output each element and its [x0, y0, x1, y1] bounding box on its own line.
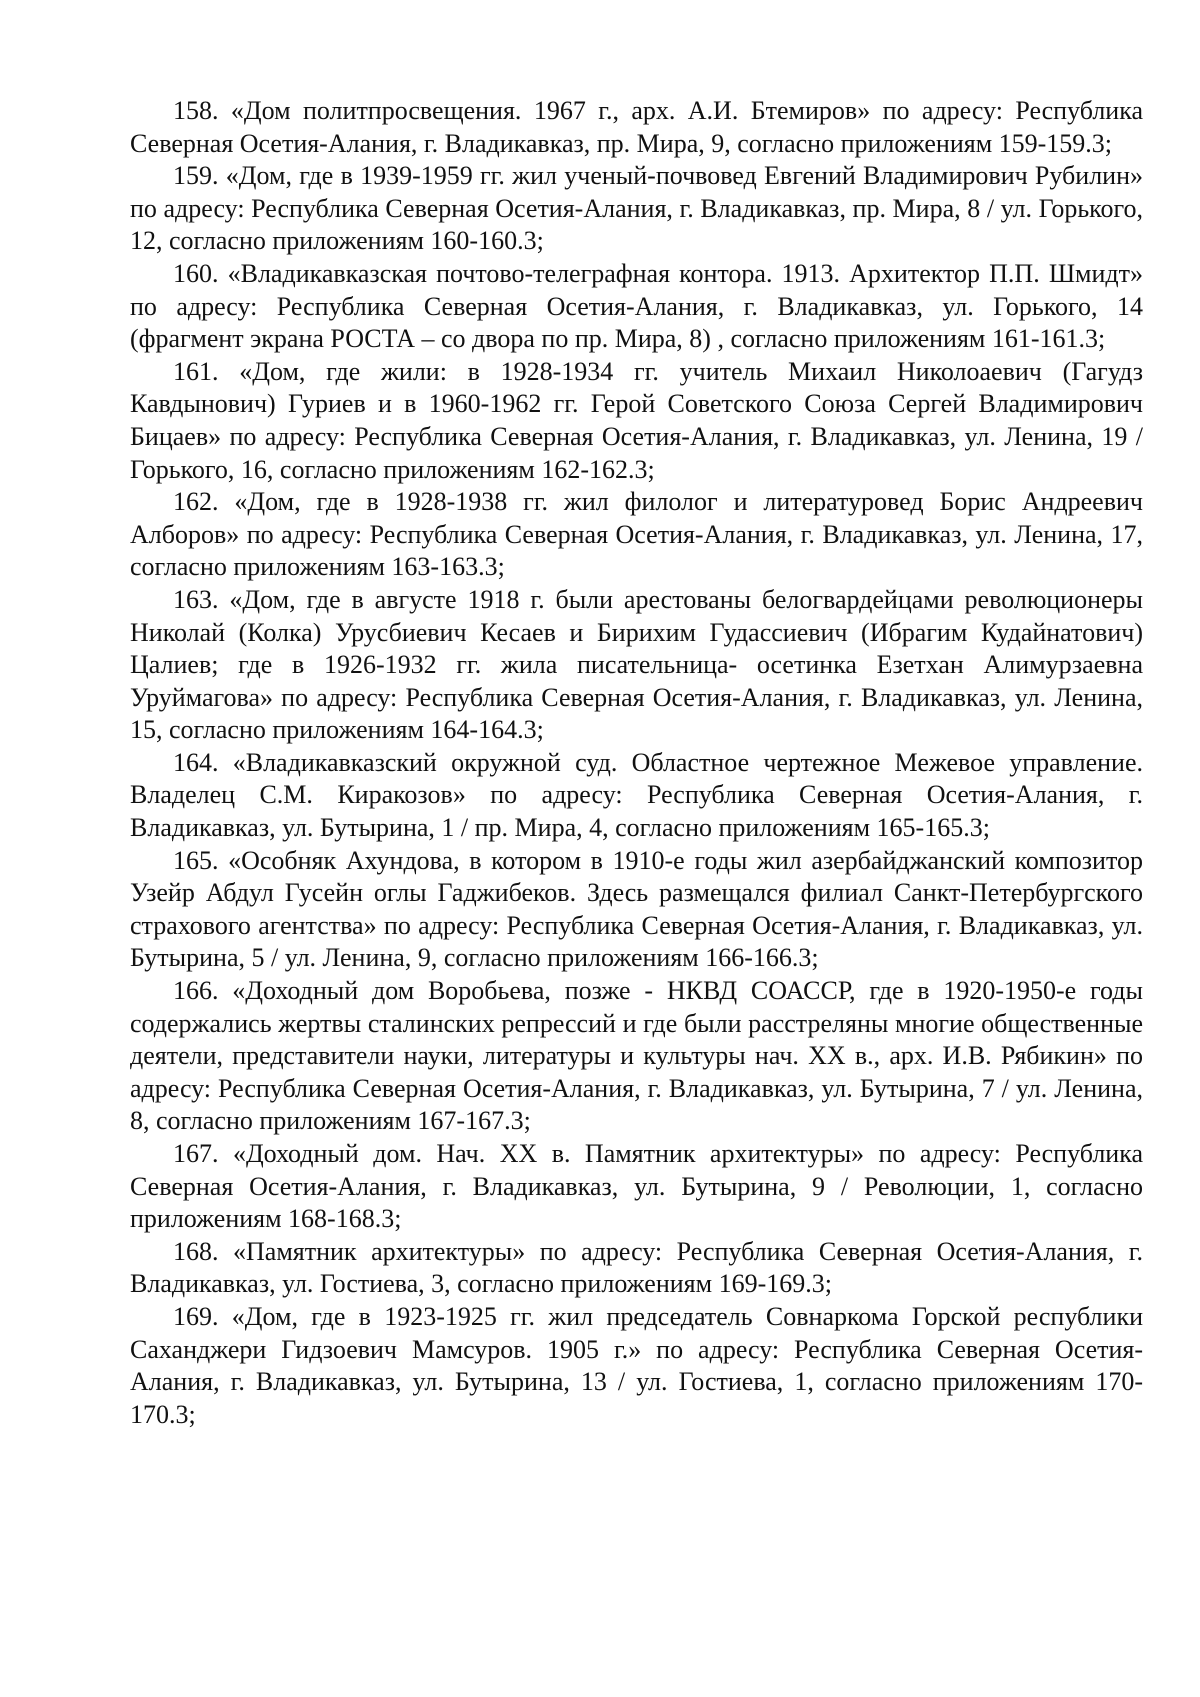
list-item-168: 168. «Памятник архитектуры» по адресу: Республика Северная Осетия-Алания, г. Владикавказ, ул. Гостиева, 3, согласно приложениям 169-169.3; [130, 1236, 1143, 1299]
list-item-158: 158. «Дом политпросвещения. 1967 г., арх. А.И. Бтемиров» по адресу: Республика Северная Осетия-Алания, г. Владикавказ, пр. Мира, 9, согласно приложениям 159-159.3; [130, 96, 1143, 158]
list-item-163: 163. «Дом, где в августе 1918 г. были арестованы белогвардейцами революционеры Николай (Колка) Урусбиевич Кесаев и Бирихим Гудассиевич (Ибрагим Кудайнатович) Цалиев; где в 1926-1932 гг. жила писательница- осетинка Езетхан Алимурзаевна Уруймагова» по адресу: Республика Северная Осетия-Алания, г. Владикавказ, ул. Ленина, 15, согласно приложениям 164-164.3; [130, 584, 1143, 745]
list-item-166: 166. «Доходный дом Воробьева, позже - НКВД СОАССР, где в 1920-1950-е годы содержались жертвы сталинских репрессий и где были расстреляны многие общественные деятели, представители науки, литературы и культуры нач. XX в., арх. И.В. Рябикин» по адресу: Республика Северная Осетия-Алания, г. Владикавказ, ул. Бутырина, 7 / ул. Ленина, 8, согласно приложениям 167-167.3; [130, 976, 1143, 1136]
list-item-169: 169. «Дом, где в 1923-1925 гг. жил председатель Совнаркома Горской республики Саханджери Гидзоевич Мамсуров. 1905 г.» по адресу: Республика Северная Осетия-Алания, г. Владикавказ, ул. Бутырина, 13 / ул. Гостиева, 1, согласно приложениям 170-170.3; [130, 1301, 1143, 1429]
list-item-165: 165. «Особняк Ахундова, в котором в 1910-е годы жил азербайджанский композитор Узейр Абдул Гусейн оглы Гаджибеков. Здесь размещался филиал Санкт-Петербургского страхового агентства» по адресу: Республика Северная Осетия-Алания, г. Владикавказ, ул. Бутырина, 5 / ул. Ленина, 9, согласно приложениям 166-166.3; [130, 845, 1143, 973]
list-item-161: 161. «Дом, где жили: в 1928-1934 гг. учитель Михаил Николоаевич (Гагудз Кавдынович) Гуриев и в 1960-1962 гг. Герой Советского Союза Сергей Владимирович Бицаев» по адресу: Республика Северная Осетия-Алания, г. Владикавказ, ул. Ленина, 19 / Горького, 16, согласно приложениям 162-162.3; [130, 356, 1143, 484]
list-item-160: 160. «Владикавказская почтово-телеграфная контора. 1913. Архитектор П.П. Шмидт» по адресу: Республика Северная Осетия-Алания, г. Владикавказ, ул. Горького, 14 (фрагмент экрана РОСТА – со двора по пр. Мира, 8) , согласно приложениям 161-161.3; [130, 258, 1143, 354]
list-item-167: 167. «Доходный дом. Нач. XX в. Памятник архитектуры» по адресу: Республика Северная Осетия-Алания, г. Владикавказ, ул. Бутырина, 9 / Революции, 1, согласно приложениям 168-168.3; [130, 1139, 1143, 1234]
list-item-164: 164. «Владикавказский окружной суд. Областное чертежное Межевое управление. Владелец С.М. Киракозов» по адресу: Республика Северная Осетия-Алания, г. Владикавказ, ул. Бутырина, 1 / пр. Мира, 4, согласно приложениям 165-165.3; [130, 747, 1143, 843]
list-item-159: 159. «Дом, где в 1939-1959 гг. жил ученый-почвовед Евгений Владимирович Рубилин» по адресу: Республика Северная Осетия-Алания, г. Владикавказ, пр. Мира, 8 / ул. Горького, 12, согласно приложениям 160-160.3; [130, 161, 1143, 256]
list-item-162: 162. «Дом, где в 1928-1938 гг. жил филолог и литературовед Борис Андреевич Алборов» по адресу: Республика Северная Осетия-Алания, г. Владикавказ, ул. Ленина, 17, согласно приложениям 163-163.3; [130, 487, 1143, 582]
document-page [130, 95, 1143, 1431]
